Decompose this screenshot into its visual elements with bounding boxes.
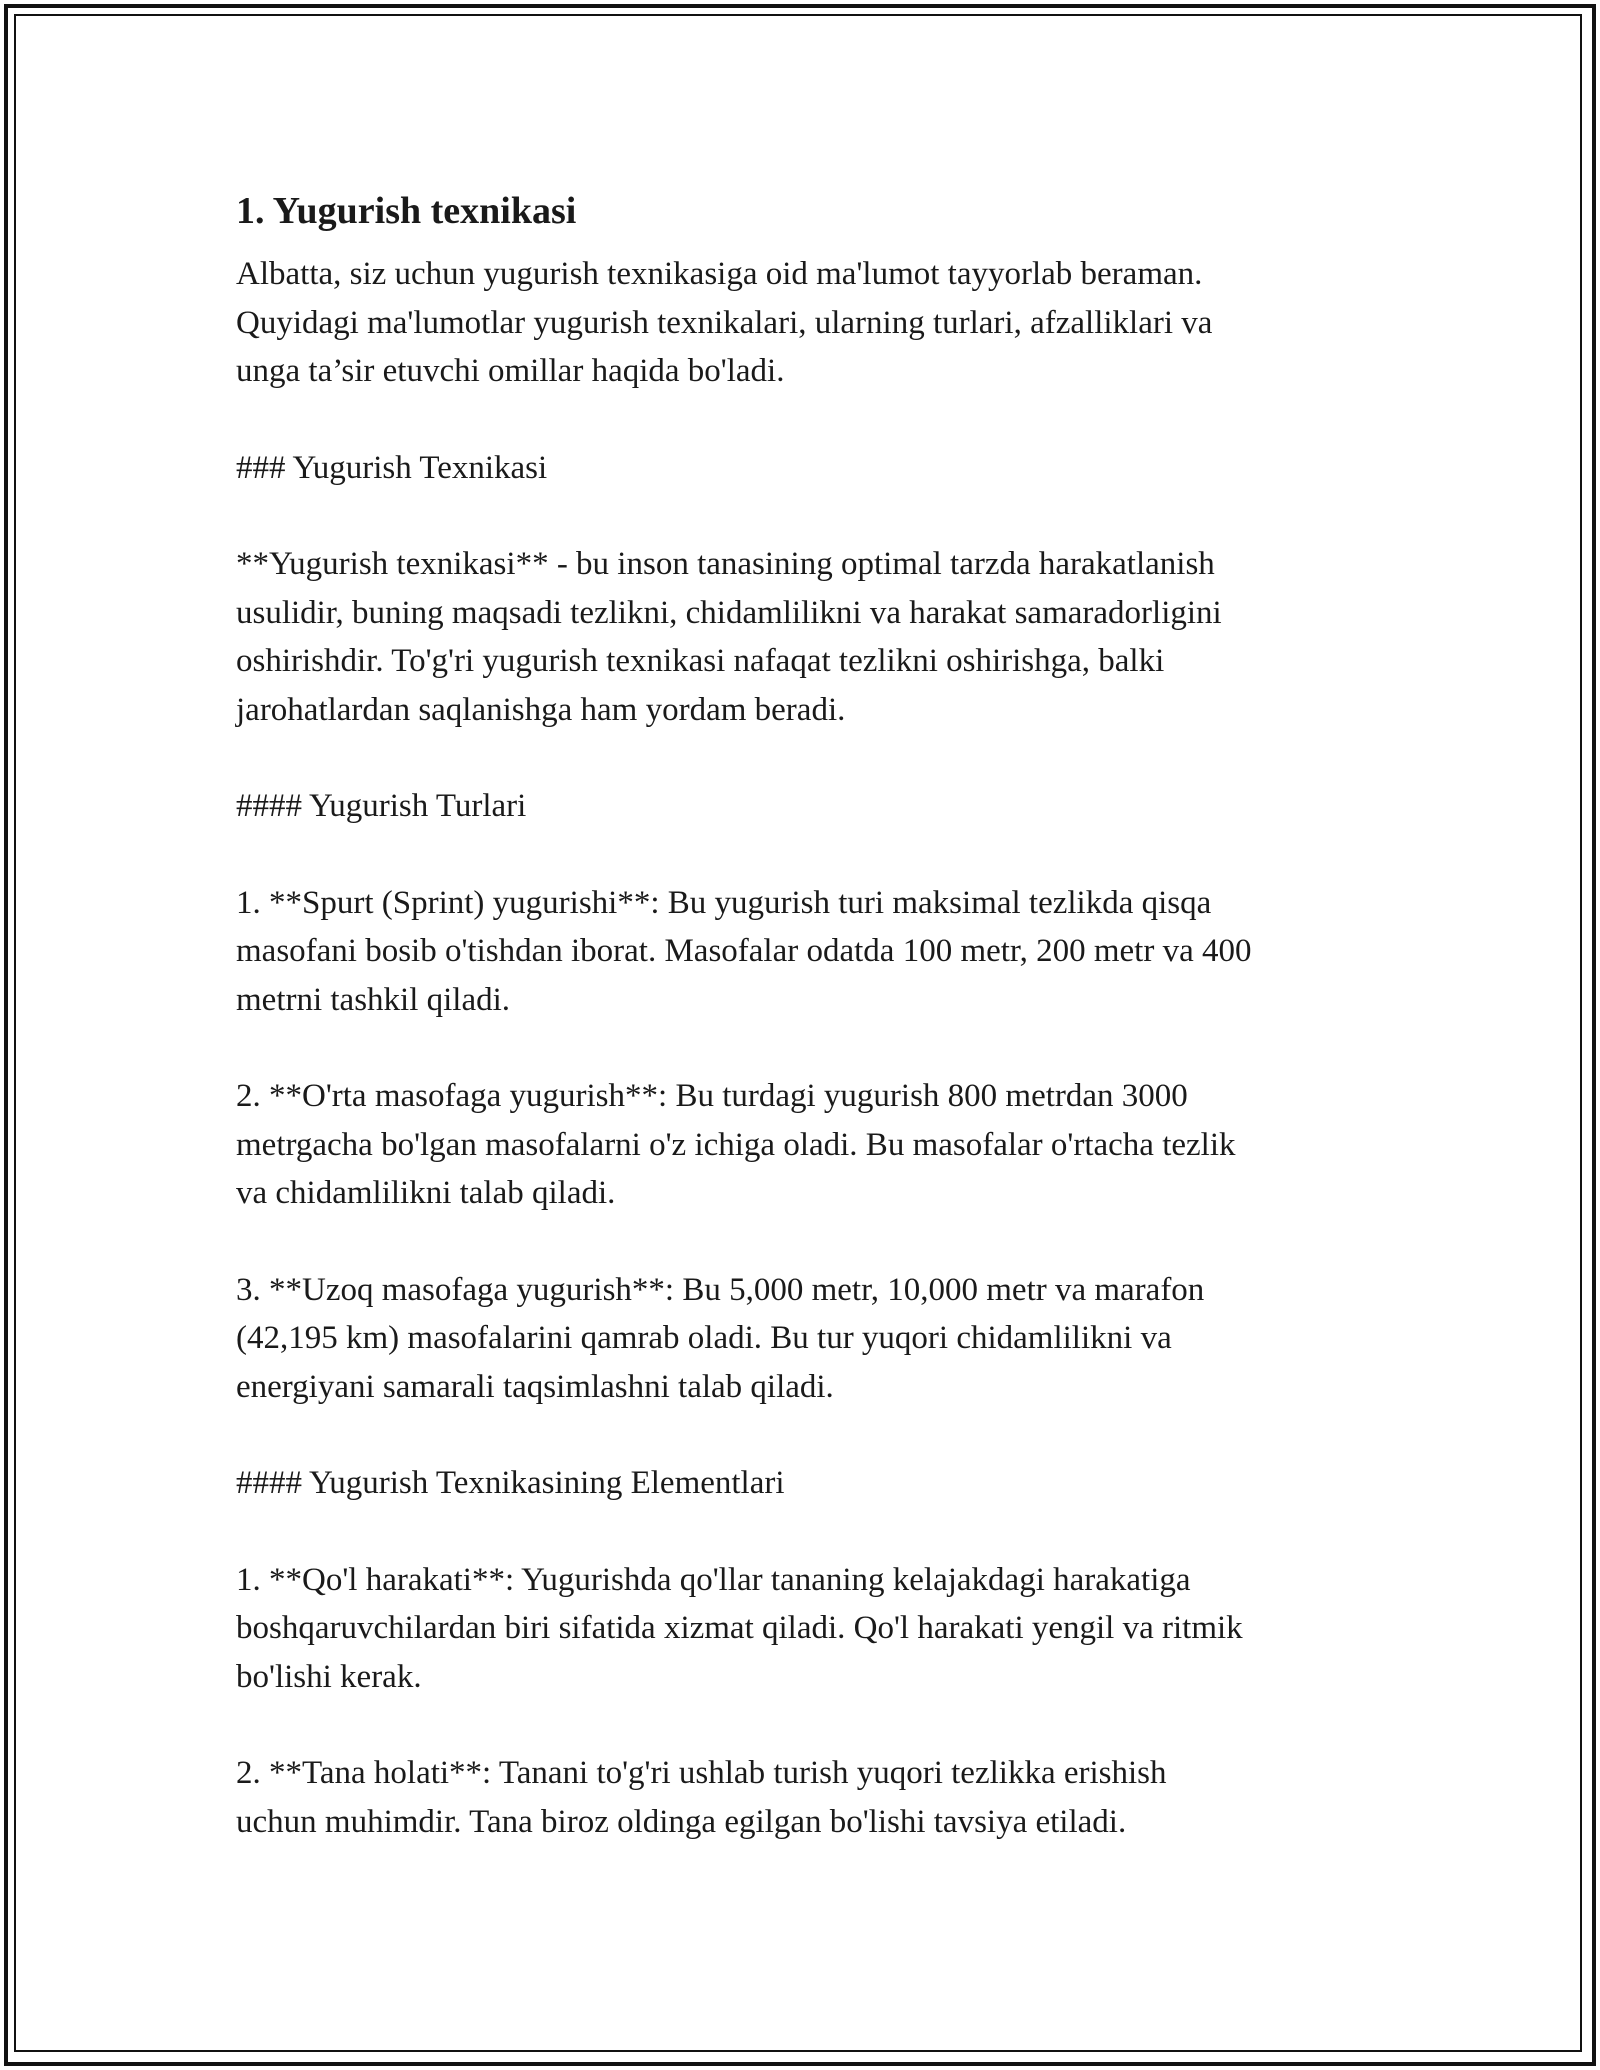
subsection-heading-paragraph (236, 1459, 1376, 1508)
text-line: Quyidagi ma'lumotlar yugurish texnikalari, ularning turlari, afzalliklari va (236, 304, 1213, 341)
text-line: ### Yugurish Texnikasi (236, 449, 548, 486)
text-line: 1. **Spurt (Sprint) yugurishi**: Bu yugurish turi maksimal tezlikda qisqa (236, 884, 1212, 921)
document-body (236, 186, 1376, 1894)
text-line: 2. **O'rta masofaga yugurish**: Bu turdagi yugurish 800 metrdan 3000 (236, 1078, 1188, 1114)
list-item-paragraph (236, 879, 1376, 1025)
text-line: jarohatlardan saqlanishga ham yordam beradi. (236, 691, 846, 728)
section-heading-paragraph (236, 444, 1376, 493)
text-line: metrni tashkil qiladi. (236, 981, 511, 1018)
document-title: 1. Yugurish texnikasi (236, 190, 577, 232)
list-item-paragraph (236, 1556, 1376, 1702)
text-line: bo'lishi kerak. (236, 1658, 422, 1695)
text-line: #### Yugurish Turlari (236, 788, 527, 824)
text-line: (42,195 km) masofalarini qamrab oladi. Bu tur yuqori chidamlilikni va (236, 1320, 1172, 1356)
text-line: 1. **Qo'l harakati**: Yugurishda qo'llar tananing kelajakdagi harakatiga (236, 1561, 1191, 1598)
text-line: 3. **Uzoq masofaga yugurish**: Bu 5,000 metr, 10,000 metr va marafon (236, 1271, 1205, 1308)
text-line: energiyani samarali taqsimlashni talab qiladi. (236, 1368, 834, 1405)
text-line: va chidamlilikni talab qiladi. (236, 1175, 616, 1211)
list-item-paragraph (236, 1749, 1376, 1846)
text-line: 2. **Tana holati**: Tanani to'g'ri ushlab turish yuqori tezlikka erishish (236, 1755, 1167, 1791)
text-line: masofani bosib o'tishdan iborat. Masofalar odatda 100 metr, 200 metr va 400 (236, 933, 1252, 969)
text-line: usulidir, buning maqsadi tezlikni, chidamlilikni va harakat samaradorligini (236, 594, 1222, 631)
text-line: metrgacha bo'lgan masofalarni o'z ichiga oladi. Bu masofalar o'rtacha tezlik (236, 1126, 1236, 1163)
text-line: unga ta’sir etuvchi omillar haqida bo'ladi. (236, 353, 785, 389)
text-line: #### Yugurish Texnikasining Elementlari (236, 1465, 785, 1501)
definition-paragraph (236, 540, 1376, 734)
text-line: Albatta, siz uchun yugurish texnikasiga oid ma'lumot tayyorlab beraman. (236, 256, 1203, 292)
intro-paragraph (236, 250, 1376, 396)
text-line: uchun muhimdir. Tana biroz oldinga egilgan bo'lishi tavsiya etiladi. (236, 1803, 1127, 1840)
list-item-paragraph (236, 1072, 1376, 1218)
text-line: oshirishdir. To'g'ri yugurish texnikasi nafaqat tezlikni oshirishga, balki (236, 643, 1165, 679)
subsection-heading-paragraph (236, 782, 1376, 831)
text-line: boshqaruvchilardan biri sifatida xizmat qiladi. Qo'l harakati yengil va ritmik (236, 1610, 1243, 1646)
text-line: **Yugurish texnikasi** - bu inson tanasining optimal tarzda harakatlanish (236, 546, 1215, 582)
list-item-paragraph (236, 1266, 1376, 1412)
